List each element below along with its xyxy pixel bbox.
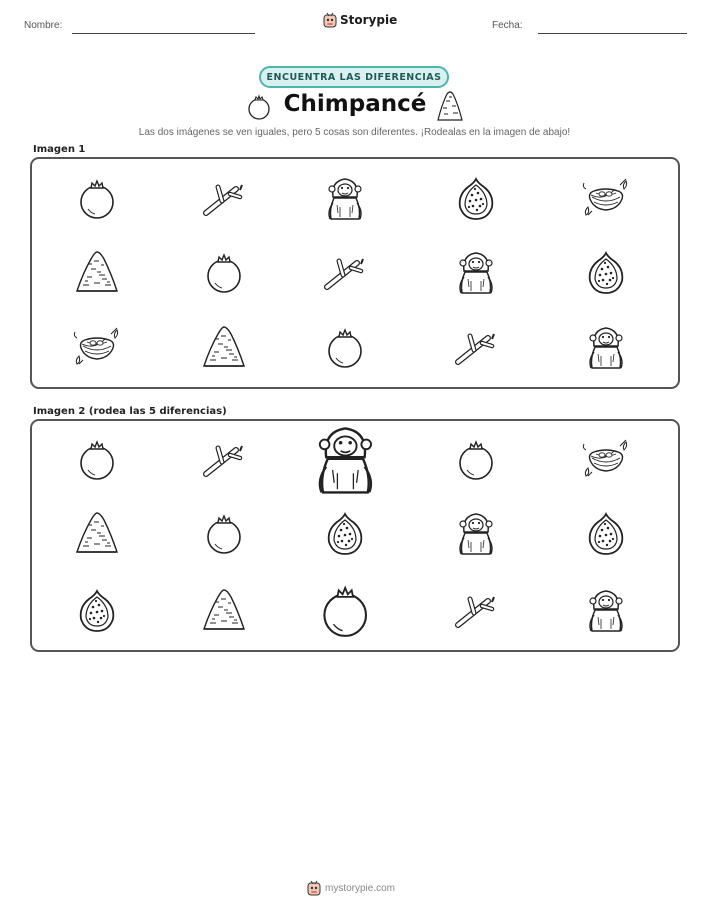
nest-icon	[582, 175, 630, 223]
brand-logo	[323, 12, 397, 28]
chimpanzee-icon[interactable]	[307, 422, 384, 499]
chimpanzee-icon	[452, 249, 500, 297]
pomegranate-icon	[247, 94, 271, 120]
pomegranate-icon[interactable]	[73, 436, 121, 484]
pomegranate-icon	[200, 249, 248, 297]
branch-icon	[200, 175, 248, 223]
pomegranate-icon[interactable]	[314, 580, 376, 642]
footer	[307, 880, 395, 896]
fig-icon[interactable]	[73, 587, 121, 635]
chimpanzee-icon[interactable]	[452, 510, 500, 558]
chimpanzee-icon	[321, 175, 369, 223]
image2-label: Imagen 2 (rodea las 5 diferencias)	[33, 406, 227, 417]
brand-name: Storypie	[340, 13, 398, 27]
branch-icon[interactable]	[200, 436, 248, 484]
fig-icon	[452, 175, 500, 223]
fig-icon	[582, 249, 630, 297]
page-title: Chimpancé	[283, 91, 427, 117]
termite-mound-icon[interactable]	[200, 587, 248, 635]
branch-icon	[321, 249, 369, 297]
pomegranate-icon	[321, 324, 369, 372]
termite-mound-icon	[73, 249, 121, 297]
termite-mound-icon[interactable]	[73, 510, 121, 558]
name-label: Nombre:	[24, 20, 63, 31]
storypie-mascot-icon	[323, 12, 337, 28]
nest-icon	[73, 324, 121, 372]
activity-badge: ENCUENTRA LAS DIFERENCIAS	[259, 66, 449, 88]
fig-icon[interactable]	[321, 510, 369, 558]
nest-icon[interactable]	[582, 436, 630, 484]
date-input-line[interactable]	[538, 33, 687, 34]
termite-mound-icon	[436, 90, 464, 122]
pomegranate-icon[interactable]	[452, 436, 500, 484]
date-label: Fecha:	[492, 20, 523, 31]
footer-url: mystorypie.com	[325, 882, 396, 894]
instructions-text: Las dos imágenes se ven iguales, pero 5 cosas son diferentes. ¡Rodealas en la imagen de abajo!	[138, 127, 571, 138]
branch-icon[interactable]	[452, 587, 500, 635]
branch-icon	[452, 324, 500, 372]
image1-label: Imagen 1	[33, 144, 86, 155]
image2-panel[interactable]	[30, 419, 680, 652]
termite-mound-icon	[200, 324, 248, 372]
chimpanzee-icon[interactable]	[582, 587, 630, 635]
pomegranate-icon[interactable]	[200, 510, 248, 558]
pomegranate-icon	[73, 175, 121, 223]
image1-panel	[30, 157, 680, 389]
chimpanzee-icon	[582, 324, 630, 372]
name-input-line[interactable]	[72, 33, 255, 34]
storypie-mascot-icon	[307, 880, 321, 896]
fig-icon[interactable]	[582, 510, 630, 558]
